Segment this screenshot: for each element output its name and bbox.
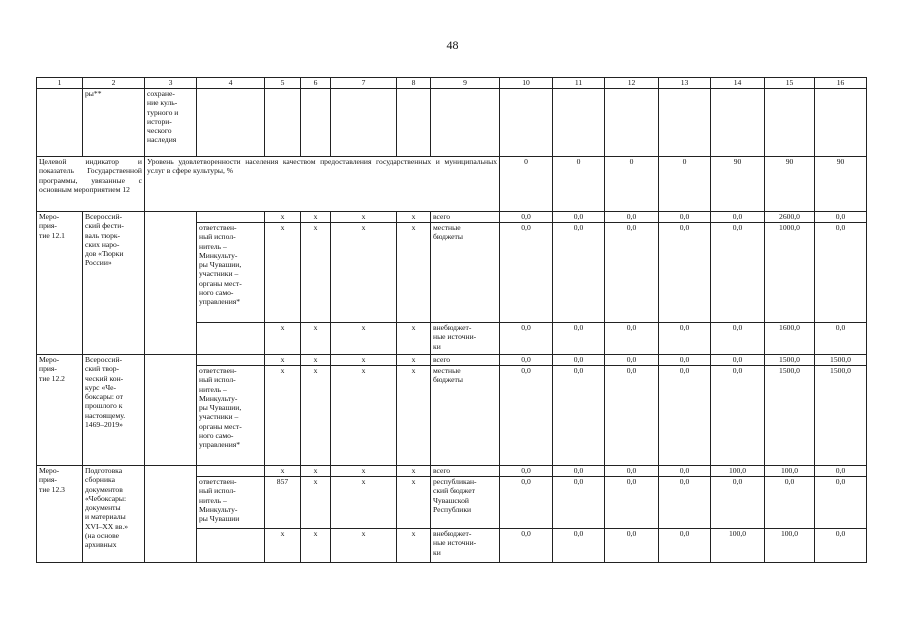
indicator-text: Уровень удовлетворенности населения качеством предоставления государственных и муниципальных услуг в сфере культуры, %	[145, 157, 500, 212]
amount-cell: 100,0	[765, 529, 815, 563]
amount-cell: 0,0	[605, 355, 659, 366]
amount-cell: 0,0	[605, 323, 659, 355]
amount-cell: 0,0	[553, 323, 605, 355]
column-number: 10	[500, 78, 553, 89]
cell-text: сохране- ние куль- турного и истори- ческого наследия	[145, 89, 197, 157]
amount-cell: 100,0	[765, 466, 815, 477]
funding-source: республикан- ский бюджет Чувашской Республики	[431, 477, 500, 529]
amount-cell: 0,0	[659, 477, 711, 529]
amount-cell: 0,0	[659, 529, 711, 563]
column-number: 7	[331, 78, 397, 89]
indicator-label: Целевой индикатор и показатель Государственной программы, увязанные с основным мероприятием 12	[37, 157, 145, 212]
amount-cell: 0,0	[815, 212, 867, 223]
funding-source: местные бюджеты	[431, 366, 500, 466]
event-label: Меро- прия- тие 12.2	[37, 355, 83, 466]
indicator-value: 90	[765, 157, 815, 212]
cell-code: x	[265, 366, 301, 466]
funding-source: внебюджет- ные источни- ки	[431, 529, 500, 563]
cell-code: x	[397, 223, 431, 323]
amount-cell: 0,0	[711, 212, 765, 223]
amount-cell: 0,0	[711, 323, 765, 355]
cell-code: x	[397, 477, 431, 529]
cell-code: x	[301, 466, 331, 477]
amount-cell: 2600,0	[765, 212, 815, 223]
cell-code: x	[301, 212, 331, 223]
cell-code: x	[331, 466, 397, 477]
amount-cell: 0,0	[605, 212, 659, 223]
amount-cell: 0,0	[605, 477, 659, 529]
program-table	[36, 77, 867, 563]
amount-cell: 1500,0	[815, 366, 867, 466]
column-number: 4	[197, 78, 265, 89]
column-number: 9	[431, 78, 500, 89]
cell-code: x	[397, 466, 431, 477]
amount-cell: 1600,0	[765, 323, 815, 355]
event-label: Меро- прия- тие 12.1	[37, 212, 83, 355]
cell-code: x	[265, 355, 301, 366]
amount-cell: 0,0	[500, 223, 553, 323]
indicator-row	[37, 157, 867, 212]
cell-code: 857	[265, 477, 301, 529]
amount-cell: 0,0	[815, 529, 867, 563]
column-number: 8	[397, 78, 431, 89]
continuation-row	[37, 89, 867, 157]
amount-cell: 0,0	[815, 466, 867, 477]
amount-cell: 0,0	[605, 223, 659, 323]
amount-cell: 0,0	[659, 355, 711, 366]
amount-cell: 0,0	[500, 355, 553, 366]
funding-source: всего	[431, 212, 500, 223]
cell-code: x	[265, 223, 301, 323]
event-label: Меро- прия- тие 12.3	[37, 466, 83, 563]
amount-cell: 0,0	[605, 466, 659, 477]
column-number-row	[37, 78, 867, 89]
amount-cell: 0,0	[659, 323, 711, 355]
cell-code: x	[397, 355, 431, 366]
amount-cell: 1000,0	[765, 223, 815, 323]
responsible-executor: ответствен- ный испол- нитель – Минкульту- ры Чувашии, участники – органы мест- ного само- управления*	[197, 223, 265, 323]
cell-code: x	[301, 355, 331, 366]
indicator-value: 90	[711, 157, 765, 212]
event-name: Всероссий- ский твор- ческий кон- курс «Че- боксары: от прошлого к настоящему. 1469–2019»	[83, 355, 145, 466]
amount-cell: 0,0	[659, 223, 711, 323]
cell-code: x	[331, 529, 397, 563]
cell-code: x	[301, 366, 331, 466]
cell-code: x	[301, 223, 331, 323]
amount-cell: 0,0	[659, 212, 711, 223]
amount-cell: 1500,0	[765, 355, 815, 366]
amount-cell: 0,0	[500, 477, 553, 529]
indicator-value: 0	[500, 157, 553, 212]
column-number: 6	[301, 78, 331, 89]
indicator-value: 0	[553, 157, 605, 212]
amount-cell: 0,0	[815, 223, 867, 323]
cell-code: x	[331, 366, 397, 466]
cell-code: x	[331, 477, 397, 529]
amount-cell: 0,0	[553, 366, 605, 466]
amount-cell: 0,0	[553, 355, 605, 366]
page-number: 48	[446, 38, 459, 52]
cell-code: x	[301, 323, 331, 355]
amount-cell: 0,0	[659, 466, 711, 477]
column-number: 15	[765, 78, 815, 89]
cell-code: x	[265, 323, 301, 355]
indicator-value: 0	[659, 157, 711, 212]
cell-code: x	[397, 323, 431, 355]
amount-cell: 1500,0	[815, 355, 867, 366]
cell-code: x	[397, 366, 431, 466]
column-number: 11	[553, 78, 605, 89]
column-number: 1	[37, 78, 83, 89]
amount-cell: 0,0	[500, 366, 553, 466]
amount-cell: 0,0	[605, 529, 659, 563]
amount-cell: 0,0	[553, 529, 605, 563]
amount-cell: 1500,0	[765, 366, 815, 466]
cell-code: x	[331, 223, 397, 323]
amount-cell: 0,0	[711, 477, 765, 529]
cell-code: x	[331, 323, 397, 355]
amount-cell: 0,0	[553, 466, 605, 477]
amount-cell: 0,0	[500, 212, 553, 223]
amount-cell: 0,0	[605, 366, 659, 466]
cell-code: x	[265, 466, 301, 477]
table-row	[37, 466, 867, 477]
amount-cell: 0,0	[553, 477, 605, 529]
column-number: 3	[145, 78, 197, 89]
amount-cell: 0,0	[500, 466, 553, 477]
amount-cell: 0,0	[553, 212, 605, 223]
table-row	[37, 355, 867, 366]
table-row	[37, 212, 867, 223]
cell-code: x	[265, 529, 301, 563]
amount-cell: 0,0	[815, 477, 867, 529]
amount-cell: 0,0	[765, 477, 815, 529]
cell-text: ры**	[83, 89, 145, 157]
amount-cell: 100,0	[711, 529, 765, 563]
column-number: 12	[605, 78, 659, 89]
event-name: Всероссий- ский фести- валь тюрк- ских наро- дов «Тюрки России»	[83, 212, 145, 355]
amount-cell: 0,0	[553, 223, 605, 323]
indicator-value: 0	[605, 157, 659, 212]
funding-source: всего	[431, 355, 500, 366]
funding-source: внебюджет- ные источни- ки	[431, 323, 500, 355]
amount-cell: 0,0	[500, 529, 553, 563]
cell-code: x	[301, 477, 331, 529]
amount-cell: 0,0	[659, 366, 711, 466]
column-number: 16	[815, 78, 867, 89]
funding-source: всего	[431, 466, 500, 477]
cell-code: x	[301, 529, 331, 563]
column-number: 5	[265, 78, 301, 89]
cell-code: x	[397, 212, 431, 223]
column-number: 13	[659, 78, 711, 89]
cell-code: x	[331, 355, 397, 366]
responsible-executor: ответствен- ный испол- нитель – Минкульту- ры Чувашии, участники – органы мест- ного само- управления*	[197, 366, 265, 466]
amount-cell: 0,0	[711, 223, 765, 323]
amount-cell: 0,0	[815, 323, 867, 355]
cell-code: x	[265, 212, 301, 223]
cell-code: x	[397, 529, 431, 563]
column-number: 14	[711, 78, 765, 89]
column-number: 2	[83, 78, 145, 89]
event-name: Подготовка сборника документов «Чебоксары: документы и материалы XVI–XX вв.» (на основе архивных	[83, 466, 145, 563]
amount-cell: 0,0	[711, 355, 765, 366]
indicator-value: 90	[815, 157, 867, 212]
amount-cell: 0,0	[711, 366, 765, 466]
responsible-executor: ответствен- ный испол- нитель – Минкульту- ры Чувашии	[197, 477, 265, 529]
amount-cell: 0,0	[500, 323, 553, 355]
cell-code: x	[331, 212, 397, 223]
amount-cell: 100,0	[711, 466, 765, 477]
funding-source: местные бюджеты	[431, 223, 500, 323]
